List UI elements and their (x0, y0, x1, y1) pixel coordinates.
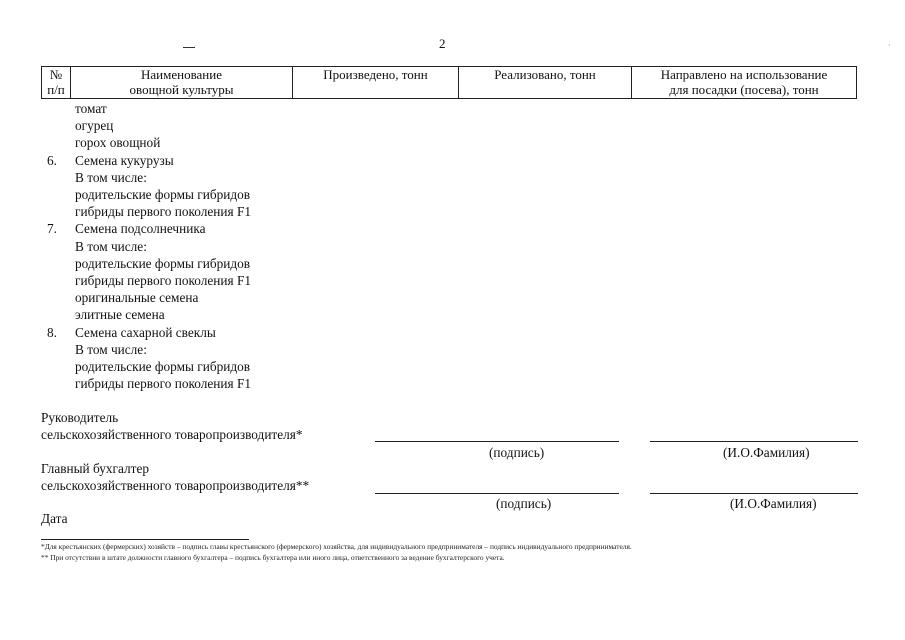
list-item-label: В том числе: (75, 169, 147, 185)
footnote-1: *Для крестьянских (фермерских) хозяйств – подпись главы крестьянского (фермерского) хозяйства, для индивидуального предпринимателя – подпись индивидуального предпринимателя. (41, 542, 632, 551)
list-item-number: 8. (47, 324, 57, 340)
list-item-label: огурец (75, 118, 114, 134)
header-number-line1: № (49, 67, 63, 82)
date-label: Дата (41, 511, 68, 526)
header-cell-number (42, 67, 71, 99)
list-item-label: родительские формы гибридов (75, 187, 251, 202)
head-signature-line (375, 441, 619, 442)
accountant-name-caption: (И.О.Фамилия) (730, 496, 817, 511)
head-signature-caption: (подпись) (489, 445, 545, 460)
margin-mark: · (888, 41, 891, 50)
list-item-label: родительские формы гибридов (75, 359, 251, 374)
table-header (41, 66, 857, 99)
header-planting-line2: для посадки (посева), тонн (669, 82, 819, 97)
list-item-label: гибриды первого поколения F1 (75, 376, 251, 392)
header-sold-label: Реализовано, тонн (494, 67, 596, 82)
accountant-name-line (650, 493, 858, 494)
header-planting-line1: Направлено на использование (660, 67, 828, 82)
list-item-label: Семена сахарной свеклы (75, 324, 216, 340)
head-name-caption: (И.О.Фамилия) (723, 445, 810, 460)
list-item-label: элитные семена (75, 307, 165, 323)
list-item-number: 7. (47, 221, 57, 237)
list-item-label: оригинальные семена (75, 290, 199, 306)
accountant-signature-line (375, 493, 619, 494)
header-cell-sold (459, 67, 632, 99)
accountant-title-line2: сельскохозяйственного товаропроизводителя** (41, 478, 310, 493)
footnote-rule (41, 539, 249, 540)
header-cell-produced (293, 67, 459, 99)
list-item-label: томат (75, 101, 107, 116)
header-crop-line1: Наименование (141, 67, 222, 82)
list-item-label: В том числе: (75, 238, 147, 254)
list-item-label: гибриды первого поколения F1 (75, 273, 251, 288)
page-number: 2 (439, 36, 446, 51)
list-item-label: В том числе: (75, 341, 147, 357)
footnote-2: ** При отсутствии в штате должности главного бухгалтера – подпись бухгалтера или иного лица, ответственного за ведение бухгалтерского учета. (41, 553, 505, 562)
head-name-line (650, 441, 858, 442)
list-item-label: гибриды первого поколения F1 (75, 204, 251, 220)
list-item-label: Семена подсолнечника (75, 221, 206, 237)
header-cell-planting (632, 67, 857, 99)
header-produced-label: Произведено, тонн (323, 67, 428, 82)
header-number-line2: п/п (47, 82, 65, 97)
accountant-title-line1: Главный бухгалтер (41, 461, 150, 476)
list-item-label: горох овощной (75, 135, 161, 151)
header-crop-line2: овощной культуры (129, 82, 234, 97)
top-dash (183, 47, 195, 48)
accountant-signature-caption: (подпись) (496, 496, 552, 511)
list-item-label: родительские формы гибридов (75, 255, 251, 271)
head-title-line1: Руководитель (41, 410, 119, 425)
head-title-line2: сельскохозяйственного товаропроизводителя* (41, 427, 303, 442)
header-cell-crop-name (71, 67, 293, 99)
list-item-label: Семена кукурузы (75, 152, 174, 168)
list-item-number: 6. (47, 152, 57, 168)
